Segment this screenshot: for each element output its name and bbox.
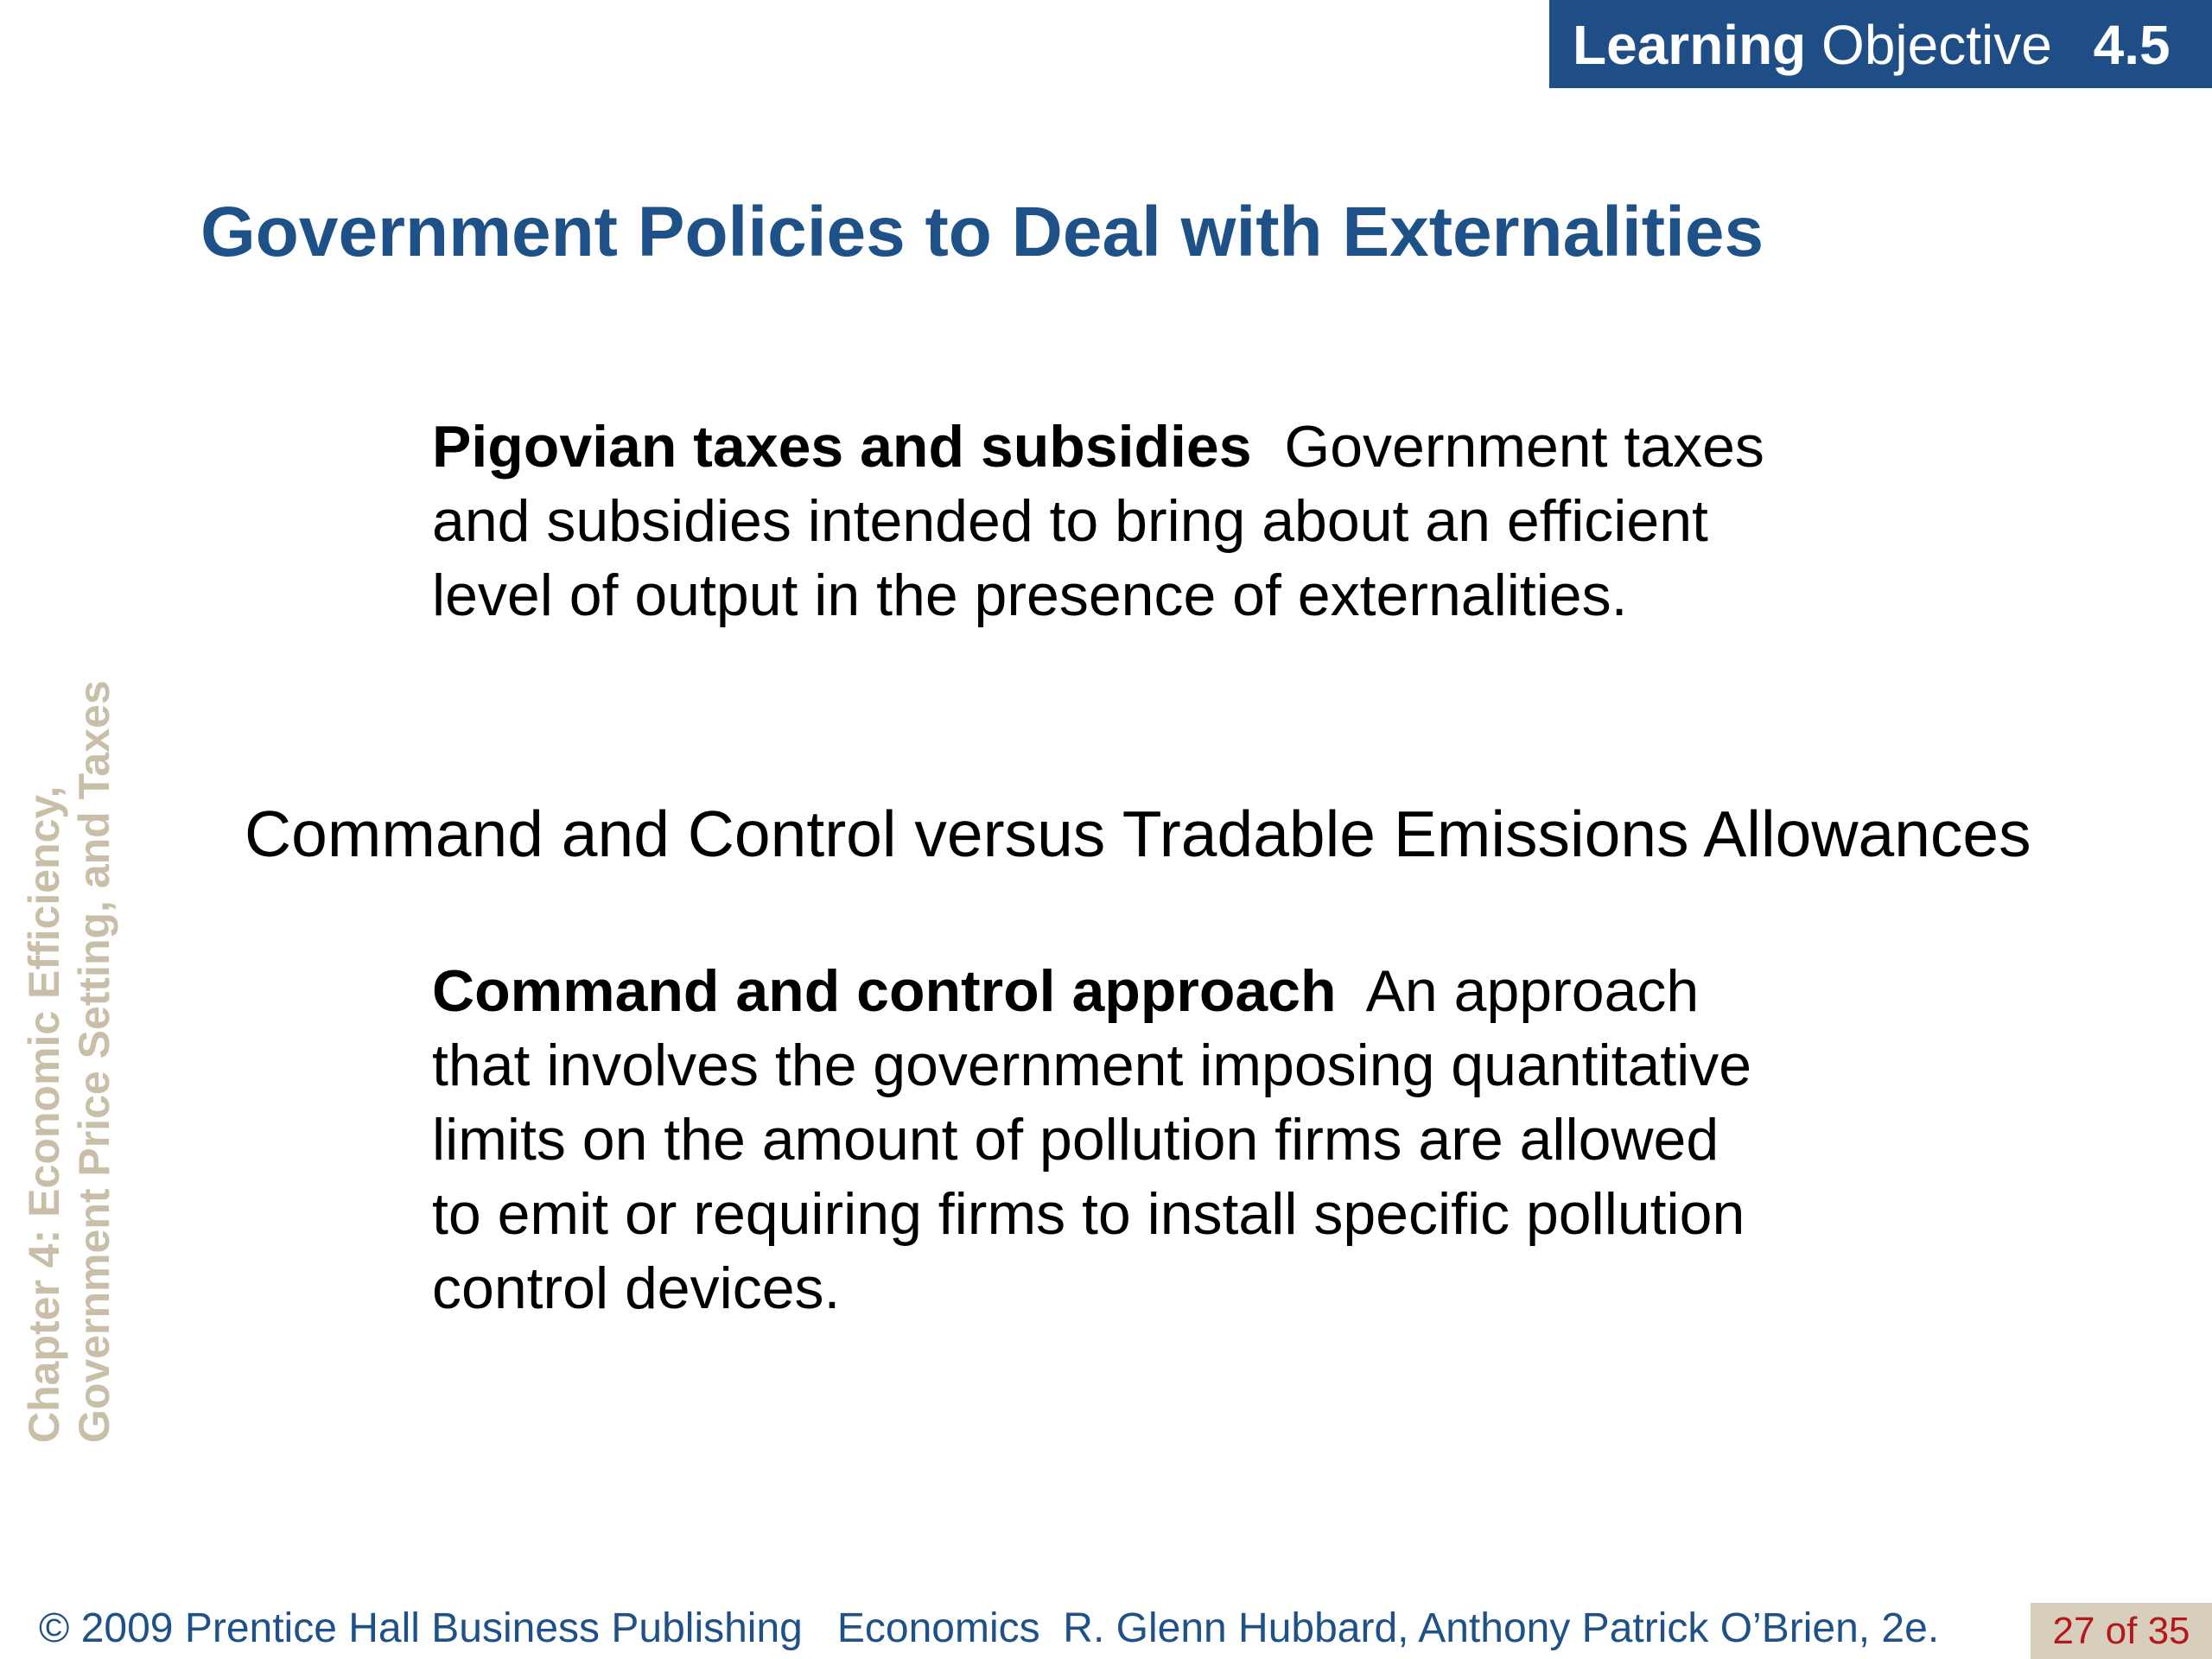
page-number: 27 of 35 <box>2052 1610 2190 1652</box>
footer-book: Economics <box>836 1605 1040 1651</box>
command-control-term: Command and control approach <box>432 958 1337 1024</box>
badge-word-objective: Objective <box>1821 14 2052 76</box>
footer-authors: R. Glenn Hubbard, Anthony Patrick O’Brien, 2e. <box>1063 1605 1940 1651</box>
command-control-definition-text: An approach that involves the government imposing quantitative limits on the amount of pollution firms are allowed to emit or requiring firms to install specific pollution control devices. <box>432 958 1752 1321</box>
chapter-side-label <box>19 665 119 1443</box>
pigovian-definition <box>432 410 1780 632</box>
badge-word-learning: Learning <box>1573 14 1807 76</box>
learning-objective-badge <box>1549 0 2212 88</box>
chapter-side-label-line2: Government Price Setting, and Taxes <box>70 680 118 1443</box>
pigovian-definition-text: Government taxes and subsidies intended to bring about an efficient level of output in the presence of externalities. <box>432 414 1764 628</box>
section-subheading: Command and Control versus Tradable Emissions Allowances <box>245 798 2031 870</box>
footer <box>39 1603 1939 1655</box>
footer-copyright: © 2009 Prentice Hall Business Publishing <box>39 1605 803 1651</box>
chapter-side-label-line1: Chapter 4: Economic Efficiency, <box>20 785 68 1443</box>
slide-title: Government Policies to Deal with Externalities <box>200 193 1764 271</box>
badge-number: 4.5 <box>2093 14 2171 76</box>
command-control-definition <box>432 954 1780 1325</box>
pigovian-term: Pigovian taxes and subsidies <box>432 414 1252 480</box>
page-number-box <box>2031 1603 2212 1659</box>
